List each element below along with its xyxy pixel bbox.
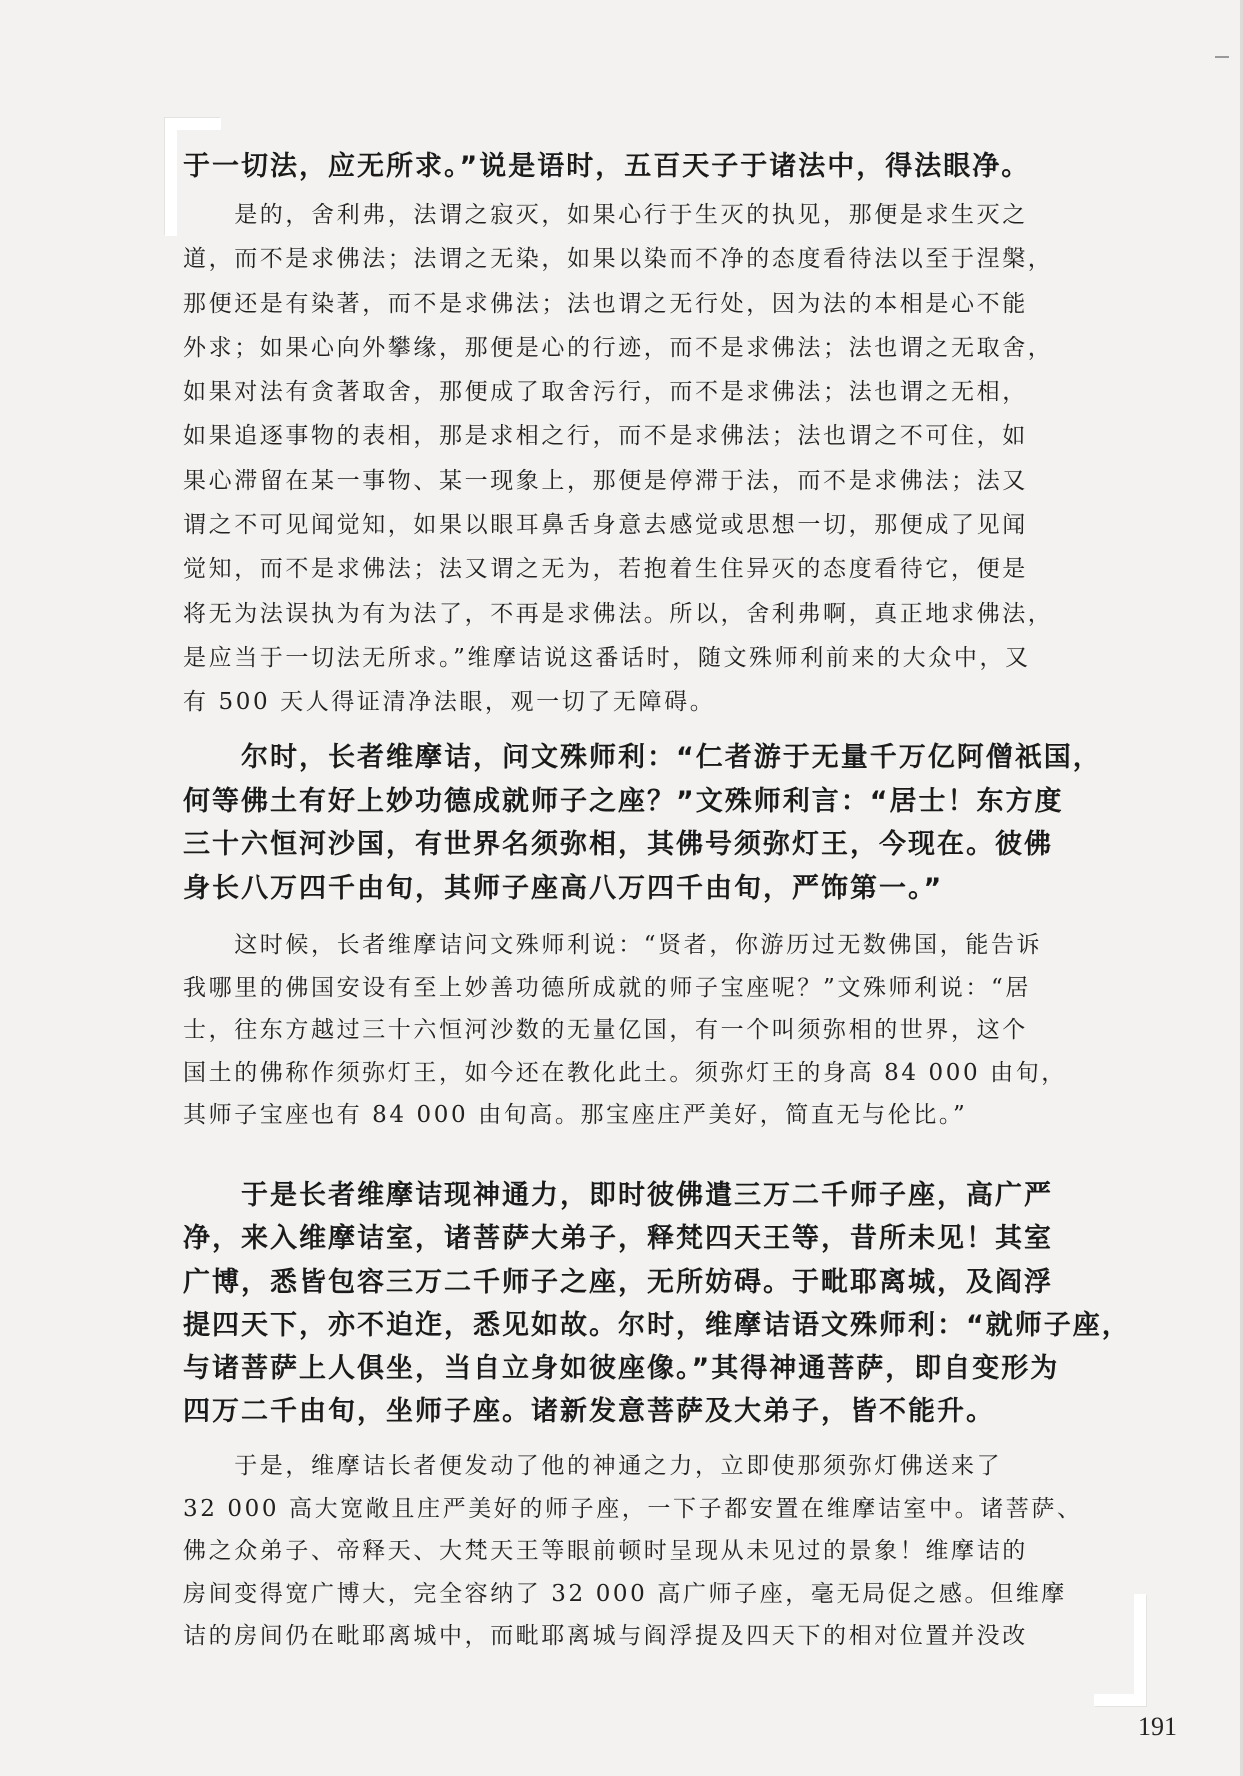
translation-block-3: [183, 1445, 1134, 1658]
text-line: 净，来入维摩诘室，诸菩萨大弟子，释梵四天王等，昔所未见！其室: [183, 1223, 1053, 1255]
text-line: 其师子宝座也有 84 000 由旬高。那宝座庄严美好，简直无与伦比。”: [183, 1102, 968, 1129]
text-line: 提四天下，亦不迫迮，悉见如故。尔时，维摩诘语文殊师利：“就师子座，: [183, 1309, 1131, 1341]
text-line: 何等佛土有好上妙功德成就师子之座？”文殊师利言：“居士！东方度: [183, 785, 1064, 817]
text-line: 士，往东方越过三十六恒河沙数的无量亿国，有一个叫须弥相的世界，这个: [183, 1017, 1028, 1044]
text-line: 于是长者维摩诘现神通力，即时彼佛遣三万二千师子座，高广严: [183, 1180, 1053, 1211]
text-line: 我哪里的佛国安设有至上妙善功德所成就的师子宝座呢？”文殊师利说：“居: [183, 974, 1031, 1001]
text-line: 那便还是有染著，而不是求佛法；法也谓之无行处，因为法的本相是心不能: [183, 290, 1028, 317]
text-line: 是应当于一切法无所求。”维摩诘说这番话时，随文殊师利前来的大众中，又: [183, 644, 1031, 671]
text-line: 如果追逐事物的表相，那是求相之行，而不是求佛法；法也谓之不可住，如: [183, 423, 1028, 450]
text-line: 三十六恒河沙国，有世界名须弥相，其佛号须弥灯王，今现在。彼佛: [183, 829, 1053, 860]
text-line: 是的，舍利弗，法谓之寂灭，如果心行于生灭的执见，那便是求生灭之: [183, 202, 1028, 228]
text-line: 于是，维摩诘长者便发动了他的神通之力，立即使那须弥灯佛送来了: [183, 1453, 1003, 1479]
text-line: 广博，悉皆包容三万二千师子之座，无所妨碍。于毗耶离城，及阎浮: [183, 1266, 1053, 1298]
corner-mark: [1215, 56, 1229, 58]
text-line: 谓之不可见闻觉知，如果以眼耳鼻舌身意去感觉或思想一切，那便成了见闻: [183, 512, 1028, 539]
text-line: 国土的佛称作须弥灯王，如今还在教化此土。须弥灯王的身高 84 000 由旬，: [183, 1059, 1067, 1086]
original-text-block-3: [183, 1174, 1134, 1434]
text-line: 于一切法，应无所求。”说是语时，五百天子于诸法中，得法眼净。: [183, 151, 1031, 182]
text-line: 如果对法有贪著取舍，那便成了取舍污行，而不是求佛法；法也谓之无相，: [183, 379, 1028, 406]
text-line: 觉知，而不是求佛法；法又谓之无为，若抱着生住异灭的态度看待它，便是: [183, 556, 1028, 583]
text-line: 外求；如果心向外攀缘，那便是心的行迹，而不是求佛法；法也谓之无取舍，: [183, 334, 1054, 361]
original-text-block-2: [183, 736, 1134, 910]
text-line: 将无为法误执为有为法了，不再是求佛法。所以，舍利弗啊，真正地求佛法，: [183, 600, 1054, 627]
text-line: 这时候，长者维摩诘问文殊师利说：“贤者，你游历过无数佛国，能告诉: [183, 932, 1043, 958]
original-text-block-1: [183, 147, 1134, 187]
text-line: 与诸菩萨上人俱坐，当自立身如彼座像。”其得神通菩萨，即自变形为: [183, 1353, 1060, 1385]
text-line: 32 000 高大宽敞且庄严美好的师子座，一下子都安置在维摩诘室中。诸菩萨、: [183, 1495, 1083, 1522]
text-line: 尔时，长者维摩诘，问文殊师利：“仁者游于无量千万亿阿僧祇国，: [183, 742, 1102, 773]
text-line: 身长八万四千由旬，其师子座高八万四千由旬，严饰第一。”: [183, 872, 944, 904]
text-line: 有 500 天人得证清净法眼，观一切了无障碍。: [183, 689, 716, 716]
translation-block-1: [183, 193, 1134, 725]
text-line: 道，而不是求佛法；法谓之无染，如果以染而不净的态度看待法以至于涅槃，: [183, 246, 1054, 273]
translation-block-2: [183, 924, 1134, 1137]
text-line: 果心滞留在某一事物、某一现象上，那便是停滞于法，而不是求佛法；法又: [183, 467, 1028, 494]
text-line: 佛之众弟子、帝释天、大梵天王等眼前顿时呈现从未见过的景象！维摩诘的: [183, 1538, 1028, 1565]
text-line: 诘的房间仍在毗耶离城中，而毗耶离城与阎浮提及四天下的相对位置并没改: [183, 1623, 1028, 1650]
text-line: 四万二千由旬，坐师子座。诸新发意菩萨及大弟子，皆不能升。: [183, 1396, 995, 1428]
page-number: 191: [1138, 1712, 1177, 1741]
text-line: 房间变得宽广博大，完全容纳了 32 000 高广师子座，毫无局促之感。但维摩: [183, 1580, 1067, 1607]
